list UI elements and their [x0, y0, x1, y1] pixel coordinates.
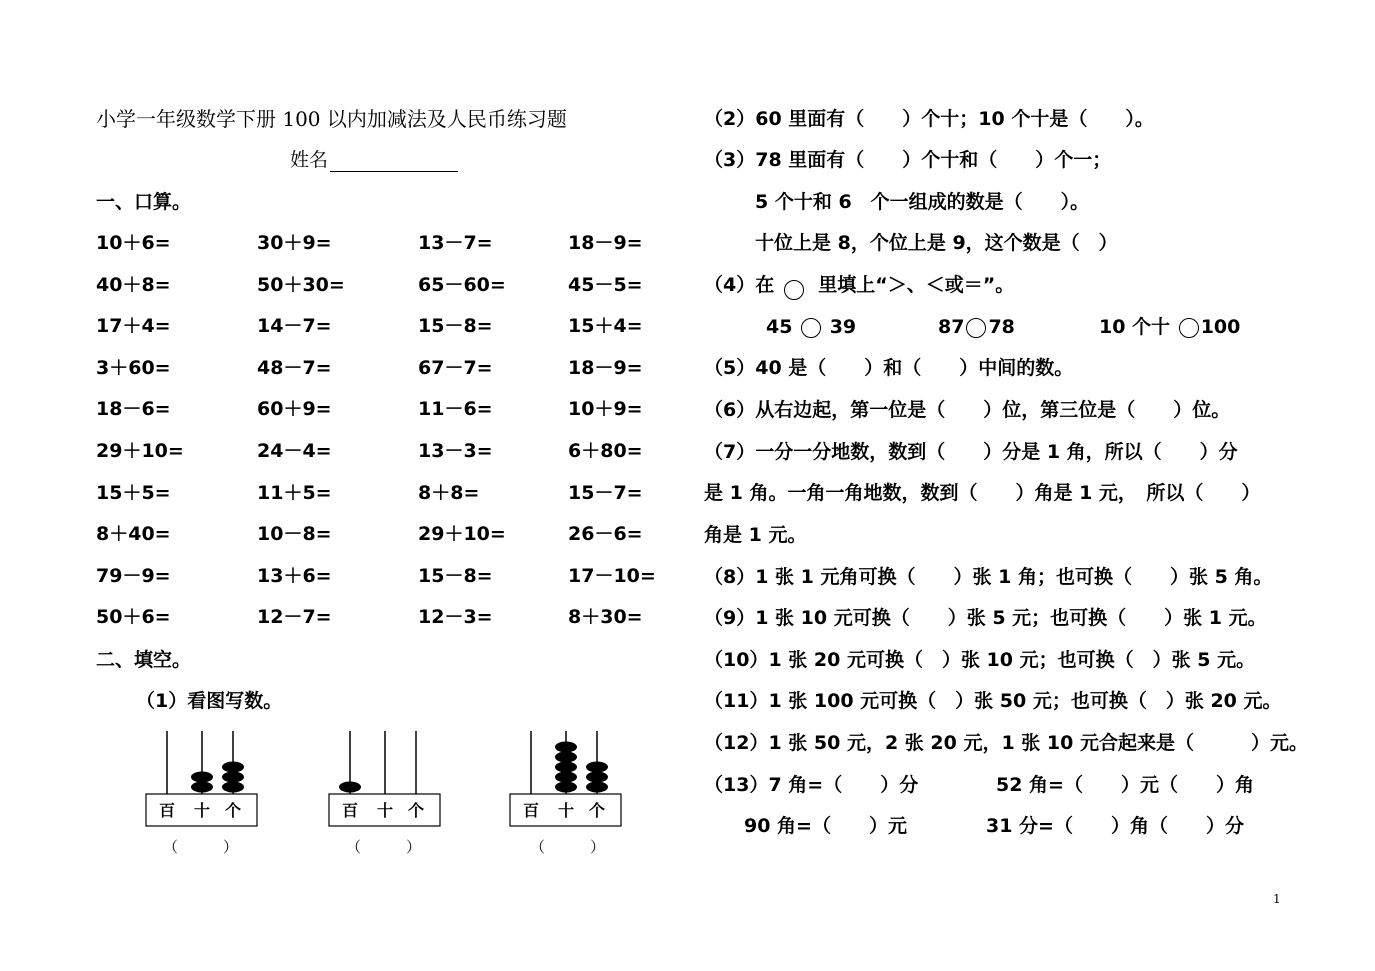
question-1-text: （1）看图写数。	[136, 690, 283, 712]
compare-1-circle[interactable]	[801, 318, 821, 338]
abacus-bead	[339, 782, 361, 793]
oral-problem: 79－9=	[96, 565, 171, 587]
abacus-answer-blank[interactable]: （ ）	[530, 838, 606, 856]
oral-problem: 8＋30=	[568, 606, 643, 628]
question-9: （9）1 张 10 元可换（ ）张 5 元；也可换（ ）张 1 元。	[704, 607, 1267, 629]
oral-problem: 8＋40=	[96, 523, 171, 545]
oral-problem: 60＋9=	[257, 398, 332, 420]
oral-problem: 48－7=	[257, 357, 332, 379]
question-13b: 52 角=（ ）元（ ）角	[996, 774, 1254, 796]
abacus-bead	[555, 782, 577, 793]
compare-1-left: 45	[766, 316, 793, 338]
oral-problem: 15＋4=	[568, 315, 643, 337]
question-11: （11）1 张 100 元可换（ ）张 50 元；也可换（ ）张 20 元。	[704, 690, 1282, 712]
compare-1	[766, 315, 856, 339]
oral-problem: 12－7=	[257, 606, 332, 628]
question-4-suffix: 里填上“＞、＜或＝”。	[818, 274, 1015, 296]
question-12: （12）1 张 50 元，2 张 20 元，1 张 10 元合起来是（ ）元。	[704, 732, 1308, 754]
abacus-answer-blank[interactable]: （ ）	[163, 838, 239, 856]
abacus-place-label: 十	[557, 801, 575, 820]
oral-problem: 11－6=	[418, 398, 493, 420]
oral-problem: 10－8=	[257, 523, 332, 545]
abacus-place-label: 个	[224, 801, 242, 820]
abacus-bead	[191, 772, 213, 783]
compare-1-right: 39	[829, 316, 857, 338]
abacus-bead	[222, 782, 244, 793]
oral-problem: 3＋60=	[96, 357, 171, 379]
question-4-prefix: （4）在	[704, 274, 775, 296]
question-13a: （13）7 角=（ ）分	[704, 774, 919, 796]
question-7b: 是 1 角。一角一角地数，数到（ ）角是 1 元， 所以（ ）	[704, 482, 1261, 504]
abacus-place-label: 百	[158, 801, 176, 820]
abacus-bead	[191, 782, 213, 793]
name-underline[interactable]	[330, 151, 458, 172]
circle-icon	[784, 280, 804, 300]
oral-problem: 18－9=	[568, 232, 643, 254]
abacus-bead	[555, 762, 577, 773]
compare-3-right: 100	[1200, 316, 1241, 338]
oral-problem: 15－8=	[418, 565, 493, 587]
oral-problem: 15＋5=	[96, 482, 171, 504]
oral-problem: 11＋5=	[257, 482, 332, 504]
oral-problem: 50＋30=	[257, 274, 345, 296]
section-fill-heading: 二、填空。	[96, 649, 192, 671]
abacus-place-label: 十	[193, 801, 211, 820]
abacus-place-label: 十	[376, 801, 394, 820]
oral-problem: 6＋80=	[568, 440, 643, 462]
question-3c: 十位上是 8，个位上是 9，这个数是（ ）	[755, 232, 1118, 254]
oral-problem: 30＋9=	[257, 232, 332, 254]
name-field	[290, 148, 458, 172]
oral-problem: 15－8=	[418, 315, 493, 337]
oral-problem: 10＋9=	[568, 398, 643, 420]
oral-problem: 13－3=	[418, 440, 493, 462]
abacus-bead	[555, 752, 577, 763]
oral-problem: 24－4=	[257, 440, 332, 462]
oral-problem: 29＋10=	[418, 523, 506, 545]
compare-2-circle[interactable]	[966, 318, 986, 338]
question-10: （10）1 张 20 元可换（ ）张 10 元；也可换（ ）张 5 元。	[704, 649, 1256, 671]
oral-problem: 13－7=	[418, 232, 493, 254]
abacus-bead	[586, 762, 608, 773]
question-13c: 90 角=（ ）元	[744, 815, 907, 837]
abacus-place-label: 个	[407, 801, 425, 820]
oral-problem: 12－3=	[418, 606, 493, 628]
abacus-bead	[222, 772, 244, 783]
oral-problem: 17＋4=	[96, 315, 171, 337]
abacus-bead	[555, 742, 577, 753]
question-7c: 角是 1 元。	[704, 524, 807, 546]
oral-problem: 13＋6=	[257, 565, 332, 587]
oral-problem: 10＋6=	[96, 232, 171, 254]
oral-problem: 8＋8=	[418, 482, 480, 504]
abacus-place-label: 个	[588, 801, 606, 820]
oral-problem: 26－6=	[568, 523, 643, 545]
abacus-1	[145, 729, 259, 829]
compare-3-left: 10 个十	[1099, 316, 1171, 338]
oral-problem: 50＋6=	[96, 606, 171, 628]
section-oral-heading: 一、口算。	[96, 191, 192, 213]
abacus-place-label: 百	[522, 801, 540, 820]
compare-3-circle[interactable]	[1179, 318, 1199, 338]
abacus-bead	[222, 762, 244, 773]
compare-2-left: 87	[938, 316, 965, 338]
abacus-answer-blank[interactable]: （ ）	[346, 838, 422, 856]
question-13d: 31 分=（ ）角（ ）分	[986, 815, 1244, 837]
oral-problem: 18－9=	[568, 357, 643, 379]
oral-problem: 17－10=	[568, 565, 656, 587]
compare-2-right: 78	[988, 316, 1015, 338]
compare-3	[1099, 315, 1240, 339]
question-3b: 5 个十和 6 个一组成的数是（ ）。	[755, 191, 1090, 213]
oral-problem: 40＋8=	[96, 274, 171, 296]
page-number: 1	[1273, 892, 1281, 906]
oral-problem: 45－5=	[568, 274, 643, 296]
question-4	[704, 273, 1014, 297]
question-3a: （3）78 里面有（ ）个十和（ ）个一；	[704, 149, 1112, 171]
abacus-bead	[586, 772, 608, 783]
oral-problem: 65－60=	[418, 274, 506, 296]
question-8: （8）1 张 1 元角可换（ ）张 1 角；也可换（ ）张 5 角。	[704, 566, 1273, 588]
question-2: （2）60 里面有（ ）个十；10 个十是（ ）。	[704, 108, 1154, 130]
question-6: （6）从右边起，第一位是（ ）位，第三位是（ ）位。	[704, 399, 1231, 421]
oral-problem: 15－7=	[568, 482, 643, 504]
question-5: （5）40 是（ ）和（ ）中间的数。	[704, 357, 1074, 379]
name-label: 姓名	[290, 149, 329, 171]
oral-problem: 67－7=	[418, 357, 493, 379]
oral-problem: 29＋10=	[96, 440, 184, 462]
question-7a: （7）一分一分地数，数到（ ）分是 1 角，所以（ ）分	[704, 441, 1238, 463]
abacus-2	[328, 729, 442, 829]
oral-problem: 18－6=	[96, 398, 171, 420]
worksheet-title: 小学一年级数学下册 100 以内加减法及人民币练习题	[96, 107, 567, 131]
compare-2	[938, 315, 1015, 339]
abacus-3	[509, 729, 623, 829]
abacus-place-label: 百	[341, 801, 359, 820]
oral-problem: 14－7=	[257, 315, 332, 337]
abacus-bead	[555, 772, 577, 783]
abacus-bead	[586, 782, 608, 793]
